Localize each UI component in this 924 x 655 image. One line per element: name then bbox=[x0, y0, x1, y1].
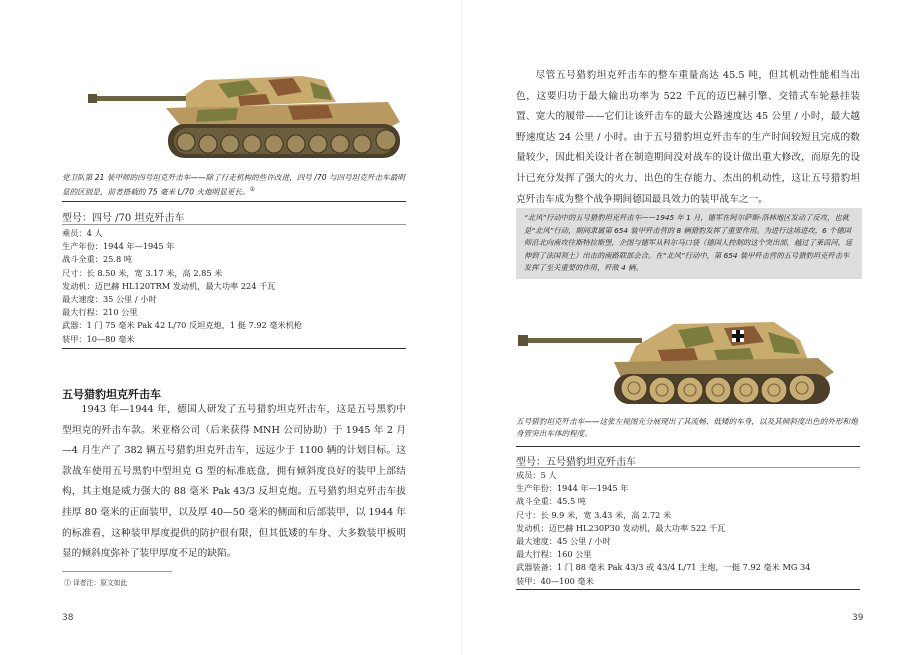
footnote-rule bbox=[62, 571, 172, 572]
spec-bottom-rule bbox=[516, 589, 860, 590]
spec-row: 最大速度：45 公里 / 小时 bbox=[516, 536, 611, 547]
page-number: 38 bbox=[62, 613, 74, 623]
spec-row: 生产年份：1944 年—1945 年 bbox=[516, 483, 629, 494]
footnote: ① 译者注：原文如此 bbox=[64, 579, 128, 587]
spec-row: 最大行程：160 公里 bbox=[516, 549, 592, 560]
spec-row: 发动机：迈巴赫 HL120TRM 发动机，最大功率 224 千瓦 bbox=[62, 280, 276, 291]
figure-caption: 五号猎豹坦克歼击车——这张左视图充分展现出了其流畅、低矮的车身，以及其倾斜度出色的外形和炮身管突出车体的程度。 bbox=[516, 417, 858, 438]
spec-row: 发动机：迈巴赫 HL230P30 发动机，最大功率 522 千瓦 bbox=[516, 522, 726, 533]
body-paragraph: 1943 年—1944 年，德国人研发了五号猎豹坦克歼击车，这是五号黑豹中型坦克的歼击车款。米亚格公司（后来获得 MNH 公司协助）于 1945 年 2 月—4 月生产了 382 辆五号猎豹坦克歼击车，远远少于 1100 辆的计划目标。这款战车使用五号黑豹中型坦克 G 型的标准底盘，拥有倾斜度良好的装甲上部结构，其主炮是威力强大的 88 毫米 Pak 43/3 反坦克炮。五号猎豹坦克歼击车拔挂厚 80 毫米的正面装甲，以及厚 40—50 毫米的侧面和后部装甲，以 1944 年的标准看，这种装甲厚度提供的防护很有限，但其低矮的车身、大多数装甲板明显的倾斜度弥补了装甲厚度不足的缺陷。 bbox=[62, 404, 406, 560]
spec-row: 装甲：10—80 毫米 bbox=[62, 333, 135, 344]
right-page bbox=[462, 0, 924, 655]
spec-row: 武器：1 门 75 毫米 Pak 42 L/70 反坦克炮，1 挺 7.92 毫米机枪 bbox=[62, 320, 303, 331]
spec-row: 武器装备：1 门 88 毫米 Pak 43/3 或 43/4 L/71 主炮，一挺 7.92 毫米 MG 34 bbox=[516, 562, 811, 573]
spec-row: 成员：5 人 bbox=[516, 470, 557, 480]
spec-row: 战斗全重：45.5 吨 bbox=[516, 496, 586, 507]
spec-top-rule bbox=[62, 201, 406, 202]
balkenkreuz-icon bbox=[732, 330, 744, 342]
spec-title-rule bbox=[62, 224, 406, 225]
spec-title: 型号：五号猎豹坦克歼击车 bbox=[516, 457, 636, 468]
spec-row: 尺寸：长 9.9 米，宽 3.43 米，高 2.72 米 bbox=[516, 509, 672, 520]
spec-table bbox=[516, 469, 860, 588]
panzer-iv-70-illustration bbox=[88, 58, 408, 166]
spec-row: 最大行程：210 公里 bbox=[62, 307, 138, 318]
body-paragraph: 尽管五号猎豹坦克歼击车的整车重量高达 45.5 吨，但其机动性能相当出色，这要归功于最大输出功率为 522 千瓦的迈巴赫引擎、交错式车轮悬挂装置、宽大的履带——它们让该歼击车的最大公路速度达 45 公里 / 小时，最大越野速度达 24 公里 / 小时。由于五号猎豹坦克歼击车的生产时间较短且完成的数量较少，因此相关设计者在制造期间没对战车的设计做出重大修改，而原先的设计已充分发挥了强大的火力、出色的生存能力、杰出的机动性，这让五号猎豹坦克歼击车成为整个战争期间德国最具效力的装甲战车之一。 bbox=[516, 70, 860, 205]
spec-row: 最大速度：35 公里 / 小时 bbox=[62, 294, 157, 305]
spec-row: 生产年份：1944 年—1945 年 bbox=[62, 241, 175, 252]
spec-row: 战斗全重：25.8 吨 bbox=[62, 254, 132, 265]
spec-row: 尺寸：长 8.50 米，宽 3.17 米，高 2.85 米 bbox=[62, 267, 223, 278]
spec-bottom-rule bbox=[62, 348, 406, 349]
spec-row: 装甲：40—100 毫米 bbox=[516, 575, 594, 586]
section-heading: 五号猎豹坦克歼击车 bbox=[62, 388, 161, 401]
page-number: 39 bbox=[852, 613, 864, 623]
spec-table bbox=[62, 227, 406, 346]
jagdpanther-illustration bbox=[518, 320, 838, 408]
spec-title-rule bbox=[516, 467, 860, 468]
spec-title: 型号：四号 /70 坦克歼击车 bbox=[62, 213, 185, 224]
spec-top-rule bbox=[516, 446, 860, 447]
note-box: “北风”行动中的五号猎豹坦克歼击车——1945 年 1 月，德军在阿尔萨斯-洛林地区发动了反攻，也就是“北风”行动，期间隶属第 654 装甲歼击营的 8 辆猎豹发挥了重要作用。为进行这场进攻，6 个德国师沿北向南攻往斯特拉斯堡，企图与德军从科尔马口袋（德国人控制的这个突出部，越过了莱茵河，延伸到了法国领土）出击的南路联部会合。在“北风”行动中，第 654 装甲歼击营的五号猎豹坦克歼击车发挥了至关重要的作用，歼敌 4 辆。 bbox=[516, 208, 862, 279]
figure-caption: 党卫队第 21 装甲师的四号坦克歼击车——除了行走机构的些许改进，四号 /70 与四号坦克歼击车最明显的区别是，前者搭载的 75 毫米 L/70 火炮明显更长。① bbox=[62, 173, 405, 197]
spec-row: 乘员：4 人 bbox=[62, 228, 103, 238]
